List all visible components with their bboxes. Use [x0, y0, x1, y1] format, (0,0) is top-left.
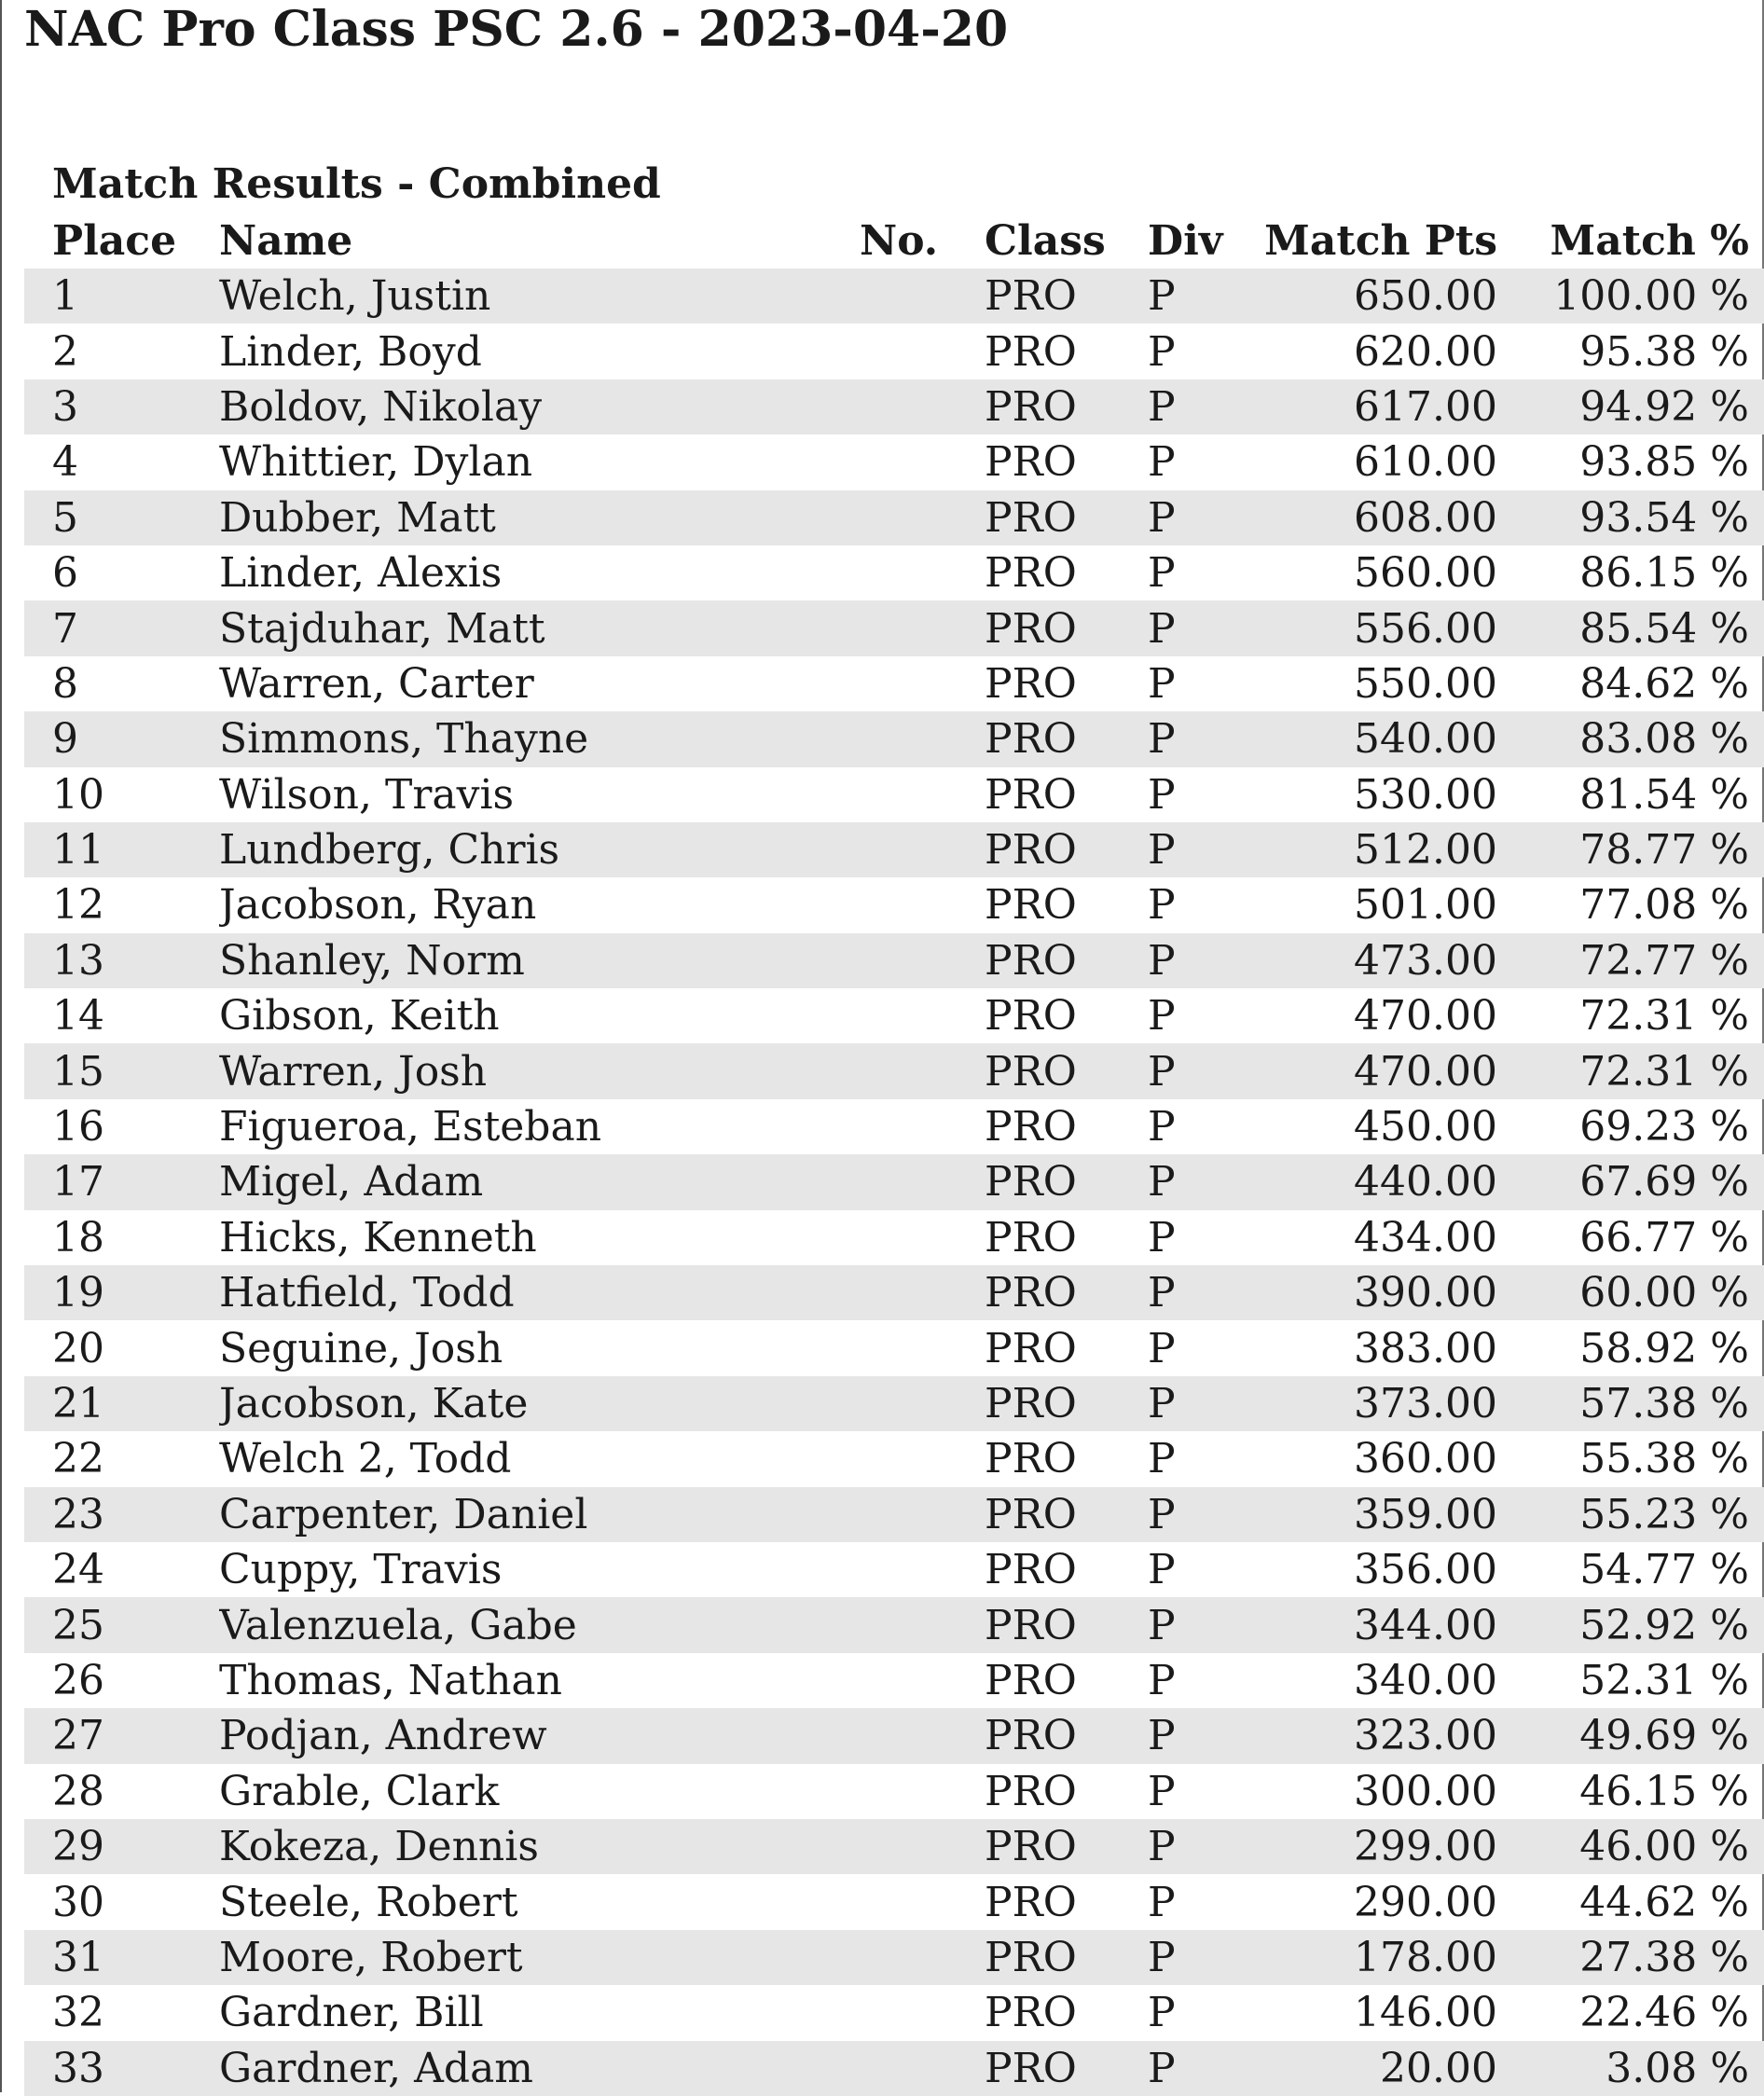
- cell-no: [860, 656, 985, 711]
- cell-name: Jacobson, Kate: [219, 1380, 529, 1427]
- cell-div: P: [1148, 1380, 1176, 1427]
- cell-name: Cuppy, Travis: [219, 1546, 503, 1594]
- table-row: [24, 1985, 1764, 2040]
- table-row: [24, 324, 1764, 379]
- cell-div: P: [1148, 382, 1176, 431]
- cell-match-pts: 434.00: [1354, 1213, 1497, 1262]
- cell-match-pct: 72.77 %: [1579, 936, 1749, 985]
- header-row: [24, 213, 1764, 269]
- section-title: Match Results - Combined: [52, 160, 661, 208]
- cell-match-pts: 470.00: [1354, 992, 1497, 1041]
- cell-match-pct: 60.00 %: [1579, 1269, 1749, 1317]
- cell-place: 31: [52, 1933, 104, 1981]
- cell-place: 16: [52, 1103, 104, 1151]
- cell-name: Migel, Adam: [219, 1158, 484, 1207]
- cell-class: PRO: [985, 1324, 1077, 1372]
- cell-match-pts: 540.00: [1354, 715, 1497, 764]
- cell-div: P: [1148, 1435, 1176, 1483]
- cell-place: 6: [52, 549, 78, 598]
- cell-match-pts: 440.00: [1354, 1158, 1497, 1207]
- cell-match-pct: 84.62 %: [1579, 659, 1749, 708]
- cell-match-pct: 78.77 %: [1579, 826, 1749, 875]
- cell-no: [860, 545, 985, 600]
- cell-match-pct: 66.77 %: [1579, 1213, 1749, 1262]
- cell-place: 25: [52, 1601, 104, 1649]
- cell-name: Whittier, Dylan: [219, 438, 533, 487]
- cell-name: Figueroa, Esteban: [219, 1103, 602, 1151]
- cell-no: [860, 600, 985, 655]
- cell-name: Linder, Alexis: [219, 549, 503, 598]
- cell-class: PRO: [985, 2044, 1077, 2092]
- cell-match-pct: 81.54 %: [1579, 770, 1749, 819]
- header-place: Place: [52, 216, 177, 265]
- cell-no: [860, 1653, 985, 1708]
- cell-class: PRO: [985, 327, 1077, 376]
- cell-no: [860, 1819, 985, 1874]
- cell-place: 8: [52, 659, 78, 708]
- cell-place: 12: [52, 881, 104, 930]
- cell-no: [860, 1043, 985, 1098]
- cell-match-pts: 390.00: [1354, 1269, 1497, 1317]
- table-row: [24, 1154, 1764, 1209]
- cell-no: [860, 2041, 985, 2096]
- cell-class: PRO: [985, 1712, 1077, 1760]
- cell-div: P: [1148, 438, 1176, 487]
- cell-place: 29: [52, 1823, 104, 1871]
- cell-class: PRO: [985, 382, 1077, 431]
- cell-class: PRO: [985, 1435, 1077, 1483]
- table-row: [24, 656, 1764, 711]
- table-row: [24, 545, 1764, 600]
- table-row: [24, 1653, 1764, 1708]
- cell-div: P: [1148, 881, 1176, 930]
- cell-div: P: [1148, 272, 1176, 321]
- cell-div: P: [1148, 1324, 1176, 1372]
- table-body: [24, 269, 1764, 2096]
- cell-class: PRO: [985, 992, 1077, 1041]
- cell-match-pct: 52.31 %: [1579, 1656, 1749, 1704]
- cell-div: P: [1148, 992, 1176, 1041]
- cell-match-pct: 46.15 %: [1579, 1767, 1749, 1815]
- cell-div: P: [1148, 1601, 1176, 1649]
- cell-place: 32: [52, 1989, 104, 2037]
- cell-place: 26: [52, 1656, 104, 1704]
- cell-class: PRO: [985, 1103, 1077, 1151]
- cell-match-pct: 49.69 %: [1579, 1712, 1749, 1760]
- cell-no: [860, 1376, 985, 1431]
- cell-class: PRO: [985, 1213, 1077, 1262]
- cell-match-pct: 3.08 %: [1606, 2044, 1749, 2092]
- cell-class: PRO: [985, 1269, 1077, 1317]
- table-row: [24, 490, 1764, 545]
- cell-div: P: [1148, 2044, 1176, 2092]
- cell-place: 1: [52, 272, 78, 321]
- cell-match-pts: 620.00: [1354, 327, 1497, 376]
- table-row: [24, 933, 1764, 988]
- cell-div: P: [1148, 1490, 1176, 1538]
- cell-place: 3: [52, 382, 78, 431]
- cell-no: [860, 1542, 985, 1597]
- cell-name: Warren, Carter: [219, 659, 534, 708]
- table-row: [24, 711, 1764, 766]
- table-row: [24, 1542, 1764, 1597]
- cell-no: [860, 1265, 985, 1320]
- cell-name: Simmons, Thayne: [219, 715, 589, 764]
- cell-place: 15: [52, 1047, 104, 1096]
- cell-class: PRO: [985, 1878, 1077, 1926]
- cell-match-pct: 54.77 %: [1579, 1546, 1749, 1594]
- cell-class: PRO: [985, 493, 1077, 542]
- cell-no: [860, 711, 985, 766]
- cell-match-pct: 44.62 %: [1579, 1878, 1749, 1926]
- cell-div: P: [1148, 549, 1176, 598]
- cell-match-pts: 359.00: [1354, 1490, 1497, 1538]
- cell-place: 9: [52, 715, 78, 764]
- table-row: [24, 1099, 1764, 1154]
- table-row: [24, 1210, 1764, 1265]
- cell-match-pct: 86.15 %: [1579, 549, 1749, 598]
- cell-name: Welch 2, Todd: [219, 1435, 512, 1483]
- cell-no: [860, 1099, 985, 1154]
- cell-name: Moore, Robert: [219, 1933, 523, 1981]
- cell-match-pct: 93.54 %: [1579, 493, 1749, 542]
- cell-no: [860, 379, 985, 434]
- table-row: [24, 434, 1764, 490]
- cell-match-pct: 93.85 %: [1579, 438, 1749, 487]
- cell-class: PRO: [985, 1823, 1077, 1871]
- cell-no: [860, 324, 985, 379]
- table-row: [24, 2041, 1764, 2096]
- cell-name: Kokeza, Dennis: [219, 1823, 539, 1871]
- cell-class: PRO: [985, 1989, 1077, 2037]
- table-header: [24, 213, 1764, 269]
- cell-name: Warren, Josh: [219, 1047, 488, 1096]
- cell-match-pts: 299.00: [1354, 1823, 1497, 1871]
- cell-no: [860, 1930, 985, 1985]
- cell-match-pct: 55.23 %: [1579, 1490, 1749, 1538]
- cell-class: PRO: [985, 1933, 1077, 1981]
- cell-place: 28: [52, 1767, 104, 1815]
- cell-name: Carpenter, Daniel: [219, 1490, 588, 1538]
- cell-name: Gardner, Bill: [219, 1989, 484, 2037]
- cell-name: Gardner, Adam: [219, 2044, 534, 2092]
- cell-match-pts: 560.00: [1354, 549, 1497, 598]
- cell-div: P: [1148, 1767, 1176, 1815]
- cell-div: P: [1148, 1878, 1176, 1926]
- cell-class: PRO: [985, 1601, 1077, 1649]
- cell-match-pct: 69.23 %: [1579, 1103, 1749, 1151]
- cell-match-pts: 470.00: [1354, 1047, 1497, 1096]
- cell-no: [860, 490, 985, 545]
- cell-place: 13: [52, 936, 104, 985]
- cell-no: [860, 1764, 985, 1819]
- cell-match-pts: 146.00: [1354, 1989, 1497, 2037]
- cell-class: PRO: [985, 770, 1077, 819]
- cell-match-pct: 27.38 %: [1579, 1933, 1749, 1981]
- table-row: [24, 1819, 1764, 1874]
- cell-place: 7: [52, 604, 78, 653]
- cell-class: PRO: [985, 1767, 1077, 1815]
- cell-div: P: [1148, 1989, 1176, 2037]
- cell-match-pct: 58.92 %: [1579, 1324, 1749, 1372]
- cell-match-pts: 340.00: [1354, 1656, 1497, 1704]
- cell-no: [860, 988, 985, 1043]
- cell-div: P: [1148, 604, 1176, 653]
- cell-div: P: [1148, 1933, 1176, 1981]
- cell-match-pts: 608.00: [1354, 493, 1497, 542]
- cell-name: Gibson, Keith: [219, 992, 500, 1041]
- cell-place: 20: [52, 1324, 104, 1372]
- cell-match-pts: 550.00: [1354, 659, 1497, 708]
- cell-match-pts: 344.00: [1354, 1601, 1497, 1649]
- cell-class: PRO: [985, 1047, 1077, 1096]
- document-title: NAC Pro Class PSC 2.6 - 2023-04-20: [24, 1, 1009, 58]
- header-match-pts: Match Pts: [1264, 216, 1497, 265]
- cell-match-pts: 450.00: [1354, 1103, 1497, 1151]
- cell-place: 30: [52, 1878, 104, 1926]
- cell-div: P: [1148, 1269, 1176, 1317]
- cell-no: [860, 933, 985, 988]
- table-row: [24, 1874, 1764, 1929]
- cell-place: 5: [52, 493, 78, 542]
- cell-class: PRO: [985, 272, 1077, 321]
- cell-name: Thomas, Nathan: [219, 1656, 563, 1704]
- table-row: [24, 1764, 1764, 1819]
- cell-div: P: [1148, 493, 1176, 542]
- cell-place: 18: [52, 1213, 104, 1262]
- cell-match-pct: 22.46 %: [1579, 1989, 1749, 2037]
- cell-place: 2: [52, 327, 78, 376]
- cell-match-pct: 52.92 %: [1579, 1601, 1749, 1649]
- cell-no: [860, 269, 985, 324]
- cell-class: PRO: [985, 438, 1077, 487]
- cell-no: [860, 1597, 985, 1652]
- cell-class: PRO: [985, 659, 1077, 708]
- table-row: [24, 1376, 1764, 1431]
- cell-name: Seguine, Josh: [219, 1324, 503, 1372]
- cell-no: [860, 1874, 985, 1929]
- table-row: [24, 877, 1764, 932]
- cell-place: 4: [52, 438, 78, 487]
- header-name: Name: [219, 216, 353, 265]
- table-row: [24, 1320, 1764, 1375]
- cell-class: PRO: [985, 549, 1077, 598]
- cell-place: 33: [52, 2044, 104, 2092]
- cell-class: PRO: [985, 881, 1077, 930]
- cell-match-pct: 85.54 %: [1579, 604, 1749, 653]
- table-row: [24, 767, 1764, 822]
- table-row: [24, 1265, 1764, 1320]
- cell-match-pct: 72.31 %: [1579, 992, 1749, 1041]
- cell-match-pct: 67.69 %: [1579, 1158, 1749, 1207]
- cell-match-pts: 373.00: [1354, 1380, 1497, 1427]
- cell-match-pts: 473.00: [1354, 936, 1497, 985]
- cell-div: P: [1148, 1047, 1176, 1096]
- cell-div: P: [1148, 826, 1176, 875]
- cell-div: P: [1148, 1213, 1176, 1262]
- cell-no: [860, 1320, 985, 1375]
- cell-place: 21: [52, 1380, 104, 1427]
- cell-name: Dubber, Matt: [219, 493, 496, 542]
- cell-match-pct: 83.08 %: [1579, 715, 1749, 764]
- cell-match-pts: 360.00: [1354, 1435, 1497, 1483]
- cell-name: Boldov, Nikolay: [219, 382, 543, 431]
- cell-no: [860, 1985, 985, 2040]
- cell-match-pts: 610.00: [1354, 438, 1497, 487]
- table-row: [24, 379, 1764, 434]
- cell-div: P: [1148, 770, 1176, 819]
- table-row: [24, 1597, 1764, 1652]
- cell-div: P: [1148, 1546, 1176, 1594]
- cell-class: PRO: [985, 1380, 1077, 1427]
- table-row: [24, 600, 1764, 655]
- cell-name: Welch, Justin: [219, 272, 491, 321]
- cell-name: Hatfield, Todd: [219, 1269, 515, 1317]
- cell-no: [860, 1708, 985, 1763]
- cell-match-pts: 530.00: [1354, 770, 1497, 819]
- cell-match-pct: 95.38 %: [1579, 327, 1749, 376]
- cell-class: PRO: [985, 1656, 1077, 1704]
- cell-match-pts: 300.00: [1354, 1767, 1497, 1815]
- cell-match-pts: 290.00: [1354, 1878, 1497, 1926]
- cell-name: Podjan, Andrew: [219, 1712, 547, 1760]
- cell-match-pts: 650.00: [1354, 272, 1497, 321]
- cell-class: PRO: [985, 1546, 1077, 1594]
- cell-place: 10: [52, 770, 104, 819]
- cell-match-pct: 72.31 %: [1579, 1047, 1749, 1096]
- cell-name: Hicks, Kenneth: [219, 1213, 537, 1262]
- cell-class: PRO: [985, 604, 1077, 653]
- cell-place: 22: [52, 1435, 104, 1483]
- cell-place: 24: [52, 1546, 104, 1594]
- cell-div: P: [1148, 327, 1176, 376]
- cell-no: [860, 1487, 985, 1542]
- cell-place: 23: [52, 1490, 104, 1538]
- cell-match-pts: 356.00: [1354, 1546, 1497, 1594]
- table-row: [24, 1487, 1764, 1542]
- cell-no: [860, 877, 985, 932]
- table-row: [24, 1431, 1764, 1486]
- cell-match-pts: 20.00: [1380, 2044, 1497, 2092]
- cell-match-pts: 323.00: [1354, 1712, 1497, 1760]
- cell-place: 17: [52, 1158, 104, 1207]
- cell-div: P: [1148, 659, 1176, 708]
- cell-place: 19: [52, 1269, 104, 1317]
- cell-match-pts: 512.00: [1354, 826, 1497, 875]
- cell-div: P: [1148, 1656, 1176, 1704]
- header-no: No.: [860, 216, 939, 265]
- cell-match-pct: 57.38 %: [1579, 1380, 1749, 1427]
- results-table: [24, 213, 1764, 2096]
- header-div: Div: [1148, 216, 1223, 265]
- header-match-pct: Match %: [1550, 216, 1749, 265]
- table-row: [24, 269, 1764, 324]
- cell-match-pct: 46.00 %: [1579, 1823, 1749, 1871]
- cell-place: 14: [52, 992, 104, 1041]
- cell-place: 27: [52, 1712, 104, 1760]
- cell-no: [860, 822, 985, 877]
- cell-match-pct: 77.08 %: [1579, 881, 1749, 930]
- cell-name: Valenzuela, Gabe: [219, 1601, 577, 1649]
- cell-match-pct: 55.38 %: [1579, 1435, 1749, 1483]
- cell-no: [860, 1210, 985, 1265]
- table-row: [24, 1930, 1764, 1985]
- cell-div: P: [1148, 715, 1176, 764]
- cell-no: [860, 434, 985, 490]
- cell-name: Jacobson, Ryan: [219, 881, 537, 930]
- cell-match-pts: 617.00: [1354, 382, 1497, 431]
- cell-match-pct: 94.92 %: [1579, 382, 1749, 431]
- cell-div: P: [1148, 1103, 1176, 1151]
- cell-place: 11: [52, 826, 104, 875]
- cell-match-pts: 501.00: [1354, 881, 1497, 930]
- cell-no: [860, 767, 985, 822]
- cell-name: Lundberg, Chris: [219, 826, 560, 875]
- cell-class: PRO: [985, 936, 1077, 985]
- cell-name: Stajduhar, Matt: [219, 604, 545, 653]
- cell-class: PRO: [985, 1490, 1077, 1538]
- cell-no: [860, 1431, 985, 1486]
- header-class: Class: [985, 216, 1106, 265]
- cell-name: Shanley, Norm: [219, 936, 525, 985]
- cell-match-pts: 383.00: [1354, 1324, 1497, 1372]
- cell-match-pct: 100.00 %: [1553, 272, 1749, 321]
- cell-div: P: [1148, 1158, 1176, 1207]
- table-row: [24, 1043, 1764, 1098]
- cell-name: Grable, Clark: [219, 1767, 500, 1815]
- cell-class: PRO: [985, 826, 1077, 875]
- cell-div: P: [1148, 1712, 1176, 1760]
- cell-class: PRO: [985, 715, 1077, 764]
- table-row: [24, 1708, 1764, 1763]
- cell-match-pts: 556.00: [1354, 604, 1497, 653]
- cell-name: Wilson, Travis: [219, 770, 515, 819]
- cell-div: P: [1148, 1823, 1176, 1871]
- cell-no: [860, 1154, 985, 1209]
- cell-match-pts: 178.00: [1354, 1933, 1497, 1981]
- table-row: [24, 988, 1764, 1043]
- table-row: [24, 822, 1764, 877]
- cell-div: P: [1148, 936, 1176, 985]
- cell-class: PRO: [985, 1158, 1077, 1207]
- cell-name: Steele, Robert: [219, 1878, 518, 1926]
- cell-name: Linder, Boyd: [219, 327, 482, 376]
